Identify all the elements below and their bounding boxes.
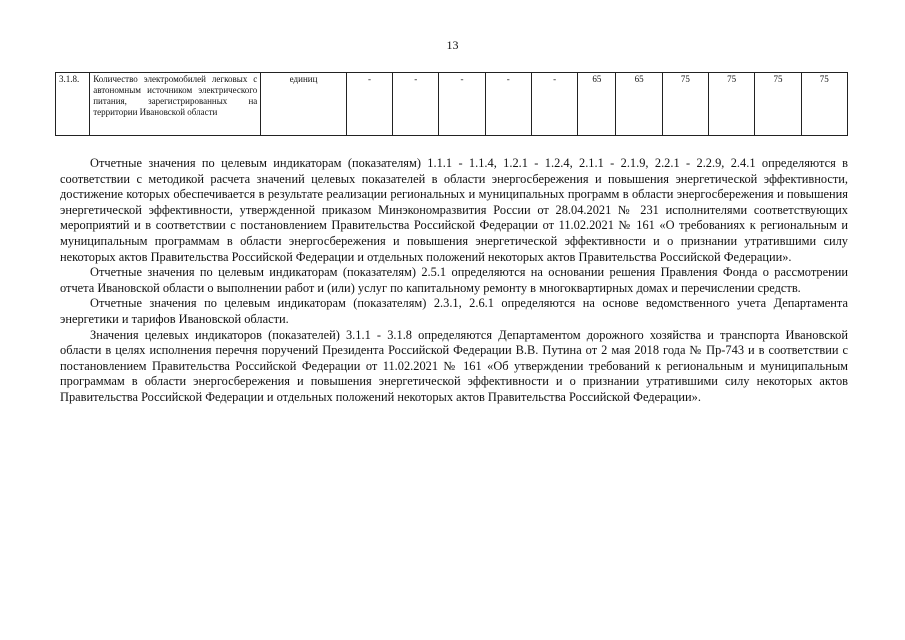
value-cell: 75 <box>709 73 755 136</box>
table-row <box>56 73 848 136</box>
indicator-name-cell: Количество электромобилей легковых с автономным источником электрического питания, зарегистрированных на территории Ивановской области <box>90 73 261 136</box>
indicator-table <box>55 72 848 136</box>
value-cell: - <box>346 73 392 136</box>
body-text <box>60 156 848 406</box>
value-cell: 75 <box>755 73 801 136</box>
value-cell: 75 <box>662 73 708 136</box>
unit-cell: единиц <box>261 73 347 136</box>
paragraph-road-department: Значения целевых индикаторов (показателей) 3.1.1 - 3.1.8 определяются Департаментом дорожного хозяйства и транспорта Ивановской области в целях исполнения перечня поручений Президента Российской Федерации В.В. Путина от 2 мая 2018 года № Пр-743 и в соответствии с постановлением Правительства Российской Федерации от 11.02.2021 № 161 «Об утверждении требований к региональным и муниципальным программам в области энергосбережения и повышения энергетической эффективности и о признании утратившими силу некоторых актов Правительства Российской Федерации и отдельных положений некоторых актов Правительства Российской Федерации». <box>60 327 848 404</box>
value-cell: - <box>531 73 577 136</box>
paragraph-reporting-values: Отчетные значения по целевым индикаторам (показателям) 1.1.1 - 1.1.4, 1.2.1 - 1.2.4, 2.1.1 - 2.1.9, 2.2.1 - 2.2.9, 2.4.1 определяются в соответствии с методикой расчета значений целевых показателей в области энергосбережения и повышения энергетической эффективности, достижение которых обеспечивается в результате реализации региональных и муниципальных программ в области энергосбережения и повышения энергетической эффективности, утвержденной приказом Минэкономразвития России от 28.04.2021 № 231 исполнителями соответствующих мероприятий и в соответствии с постановлением Правительства Российской Федерации от 11.02.2021 № 161 «О требованиях к региональным и муниципальным программам в области энергосбережения и повышения энергетической эффективности и о признании утратившими силу некоторых актов Правительства Российской Федерации и отдельных положений некоторых актов Правительства Российской Федерации». <box>60 156 848 264</box>
value-cell: 65 <box>578 73 616 136</box>
page-number: 13 <box>446 38 459 52</box>
value-cell: 75 <box>801 73 847 136</box>
paragraph-fund-board: Отчетные значения по целевым индикаторам (показателям) 2.5.1 определяются на основании решения Правления Фонда о рассмотрении отчета Ивановской области о выполнении работ и (или) услуг по капитальному ремонту в многоквартирных домах и перечислении средств. <box>60 265 848 295</box>
value-cell: - <box>485 73 531 136</box>
row-number-cell: 3.1.8. <box>56 73 90 136</box>
value-cell: - <box>393 73 439 136</box>
value-cell: - <box>439 73 485 136</box>
value-cell: 65 <box>616 73 662 136</box>
paragraph-departmental-accounting: Отчетные значения по целевым индикаторам (показателям) 2.3.1, 2.6.1 определяются на основе ведомственного учета Департамента энергетики и тарифов Ивановской области. <box>60 296 848 326</box>
